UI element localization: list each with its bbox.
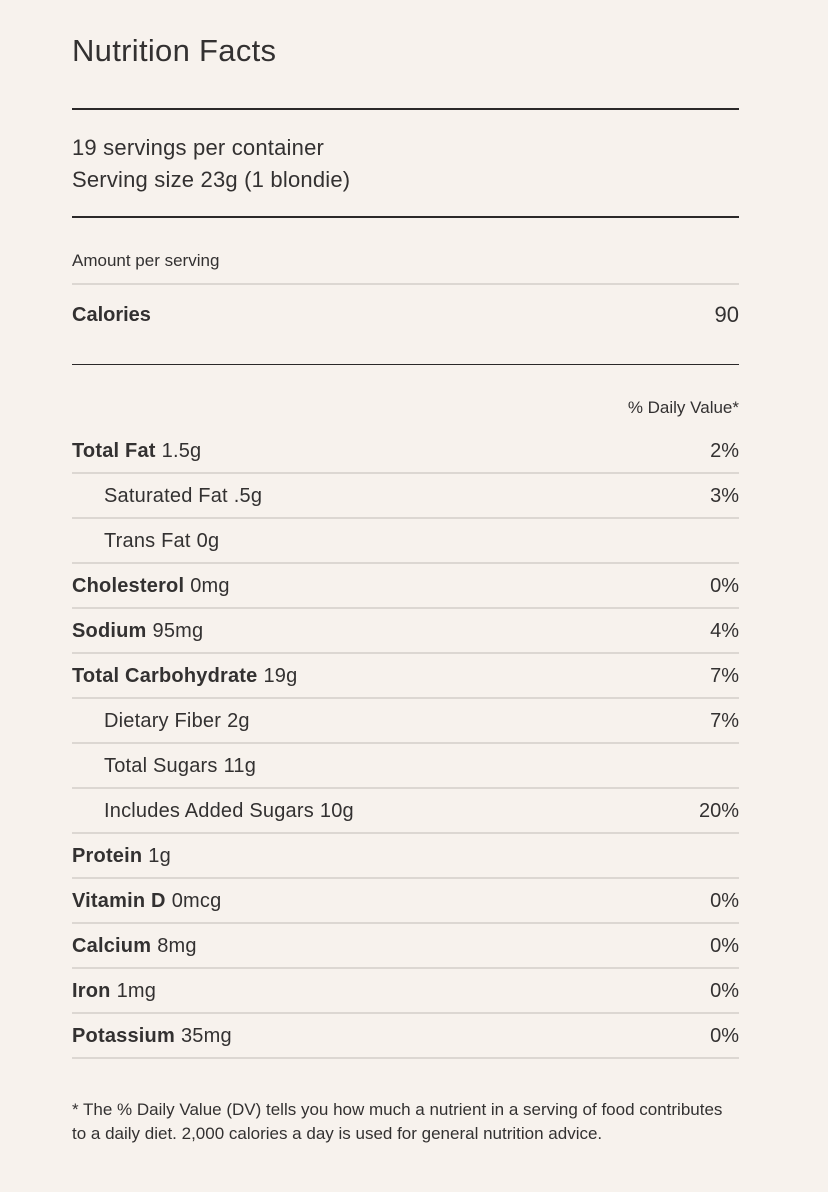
daily-value-footnote: * The % Daily Value (DV) tells you how much a nutrient in a serving of food contributes to a daily diet. 2,000 calories a day is used for general nutrition advice.	[72, 1100, 723, 1143]
serving-size: Serving size 23g (1 blondie)	[72, 167, 351, 192]
nutrient-row-protein	[72, 834, 739, 879]
nutrient-name: Cholesterol	[72, 575, 185, 597]
amount-per-serving-label: Amount per serving	[72, 251, 220, 270]
divider	[72, 216, 739, 218]
servings-per-container: 19 servings per container	[72, 135, 325, 160]
nutrient-amount: .5g	[233, 485, 263, 507]
nutrient-row-total-carbohydrate	[72, 654, 739, 699]
nutrient-amount: 0g	[196, 530, 220, 552]
nutrient-amount: 10g	[319, 800, 354, 822]
nutrient-row-total-sugars	[72, 744, 739, 789]
nutrient-name: Dietary Fiber	[104, 710, 222, 732]
nutrient-name: Sodium	[72, 620, 147, 642]
nutrient-amount: 2g	[227, 710, 250, 732]
nutrient-amount: 35mg	[180, 1025, 232, 1047]
nutrient-name: Total Carbohydrate	[72, 665, 258, 687]
nutrient-amount: 19g	[263, 665, 298, 687]
nutrient-daily-value: 0%	[710, 980, 739, 1002]
nutrient-name: Potassium	[72, 1025, 175, 1047]
nutrient-amount: 1.5g	[161, 440, 202, 462]
nutrient-row-potassium	[72, 1014, 739, 1059]
nutrient-amount: 95mg	[152, 620, 204, 642]
nutrient-name: Total Fat	[72, 440, 156, 462]
nutrient-name: Saturated Fat	[104, 485, 228, 507]
nutrient-row-iron	[72, 969, 739, 1014]
nutrient-daily-value: 20%	[698, 800, 739, 822]
nutrient-daily-value: 0%	[710, 890, 739, 912]
nutrient-amount: 0mg	[190, 575, 230, 597]
daily-value-header: % Daily Value*	[627, 398, 739, 417]
nutrient-row-total-fat	[72, 429, 739, 474]
nutrient-name: Total Sugars	[104, 755, 218, 777]
divider	[72, 364, 739, 365]
nutrient-amount: 1mg	[116, 980, 157, 1002]
nutrient-row-calcium	[72, 924, 739, 969]
nutrient-name: Includes Added Sugars	[104, 800, 314, 822]
divider	[72, 108, 739, 110]
nutrient-row-sodium	[72, 609, 739, 654]
nutrient-name: Protein	[72, 845, 143, 867]
nutrient-daily-value: 2%	[710, 440, 739, 462]
calories-label: Calories	[72, 304, 151, 326]
nutrient-daily-value: 0%	[710, 1025, 739, 1047]
nutrient-daily-value: 7%	[710, 665, 739, 687]
nutrient-amount: 1g	[148, 845, 171, 867]
nutrient-daily-value: 0%	[710, 575, 739, 597]
nutrient-row-saturated-fat	[72, 474, 739, 519]
nutrient-row-vitamin-d	[72, 879, 739, 924]
divider	[72, 283, 739, 285]
nutrient-row-trans-fat	[72, 519, 739, 564]
nutrient-daily-value: 0%	[710, 935, 739, 957]
page-title: Nutrition Facts	[72, 33, 277, 68]
calories-value: 90	[714, 302, 739, 327]
nutrient-daily-value: 3%	[710, 485, 739, 507]
nutrient-name: Vitamin D	[72, 890, 166, 912]
nutrient-row-cholesterol	[72, 564, 739, 609]
nutrient-name: Trans Fat	[104, 530, 191, 552]
nutrient-amount: 8mg	[157, 935, 197, 957]
nutrient-amount: 11g	[223, 755, 257, 777]
nutrient-name: Calcium	[72, 935, 152, 957]
nutrient-name: Iron	[72, 980, 111, 1002]
nutrient-row-added-sugars	[72, 789, 739, 834]
nutrient-amount: 0mcg	[171, 890, 222, 912]
nutrient-row-dietary-fiber	[72, 699, 739, 744]
nutrient-daily-value: 4%	[710, 620, 739, 642]
nutrient-daily-value: 7%	[710, 710, 739, 732]
nutrient-list	[72, 429, 739, 1059]
